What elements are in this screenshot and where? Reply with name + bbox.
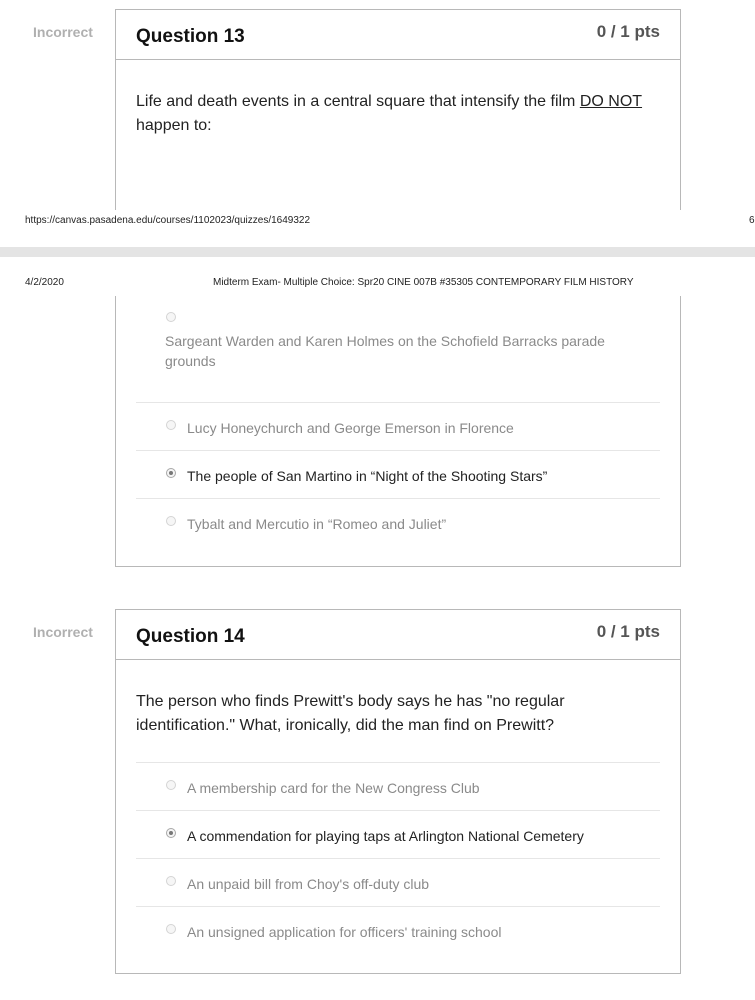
q14-radio-1[interactable] [166, 780, 176, 790]
q14-text-line2: identification." What, ironically, did the man find on Prewitt? [136, 717, 555, 734]
q13-answer-1[interactable] [136, 296, 660, 403]
q14-radio-2[interactable] [166, 828, 176, 838]
q14-title: Question 14 [136, 626, 245, 647]
q14-card [115, 609, 681, 974]
q13-text-before: Life and death events in a central square that intensify the film [136, 93, 580, 110]
q13-answer-3-text: The people of San Martino in “Night of the Shooting Stars” [187, 468, 548, 484]
q13-card-top [115, 9, 681, 210]
q14-answer-3-text: An unpaid bill from Choy's off-duty club [187, 876, 430, 892]
q13-answer-4[interactable] [136, 498, 660, 546]
q14-question-text [136, 690, 666, 738]
q13-text-after: happen to: [136, 117, 212, 134]
q13-answer-2[interactable] [136, 402, 660, 450]
q13-card-bottom [115, 296, 681, 567]
q14-radio-3[interactable] [166, 876, 176, 886]
header-title: Midterm Exam- Multiple Choice: Spr20 CINE 007B #35305 CONTEMPORARY FILM HISTORY [213, 277, 634, 288]
q13-answer-1-text: Sargeant Warden and Karen Holmes on the Schofield Barracks parade grounds [165, 333, 605, 369]
q14-radio-4[interactable] [166, 924, 176, 934]
q14-answer-4-text: An unsigned application for officers' training school [187, 924, 502, 940]
q13-radio-2[interactable] [166, 420, 176, 430]
page-break [0, 247, 755, 257]
q14-text-line1: The person who finds Prewitt's body says he has "no regular [136, 693, 565, 710]
footer-page-number: 6 [749, 215, 755, 226]
q13-incorrect-label: Incorrect [33, 24, 93, 40]
q13-text-emphasis: DO NOT [579, 93, 643, 110]
q14-answer-2[interactable] [136, 810, 660, 858]
q13-points: 0 / 1 pts [596, 22, 660, 41]
q14-answer-1[interactable] [136, 762, 660, 810]
q14-answer-2-text: A commendation for playing taps at Arlington National Cemetery [187, 828, 584, 844]
q14-points: 0 / 1 pts [596, 622, 660, 641]
q13-radio-4[interactable] [166, 516, 176, 526]
footer-url: https://canvas.pasadena.edu/courses/1102023/quizzes/1649322 [25, 215, 311, 226]
q14-answer-1-text: A membership card for the New Congress Club [187, 780, 480, 796]
q14-answer-4[interactable] [136, 906, 660, 954]
q13-answer-3[interactable] [136, 450, 660, 498]
q13-header [116, 10, 680, 60]
q13-answer-2-text: Lucy Honeychurch and George Emerson in Florence [187, 420, 514, 436]
q14-incorrect-label: Incorrect [33, 624, 93, 640]
header-date: 4/2/2020 [25, 277, 64, 288]
q13-radio-3[interactable] [166, 468, 176, 478]
q13-title: Question 13 [136, 26, 245, 47]
q13-radio-1[interactable] [166, 312, 176, 322]
q13-question-text [136, 90, 666, 138]
q14-answer-3[interactable] [136, 858, 660, 906]
q14-header [116, 610, 680, 660]
q13-answer-4-text: Tybalt and Mercutio in “Romeo and Juliet” [187, 516, 447, 532]
